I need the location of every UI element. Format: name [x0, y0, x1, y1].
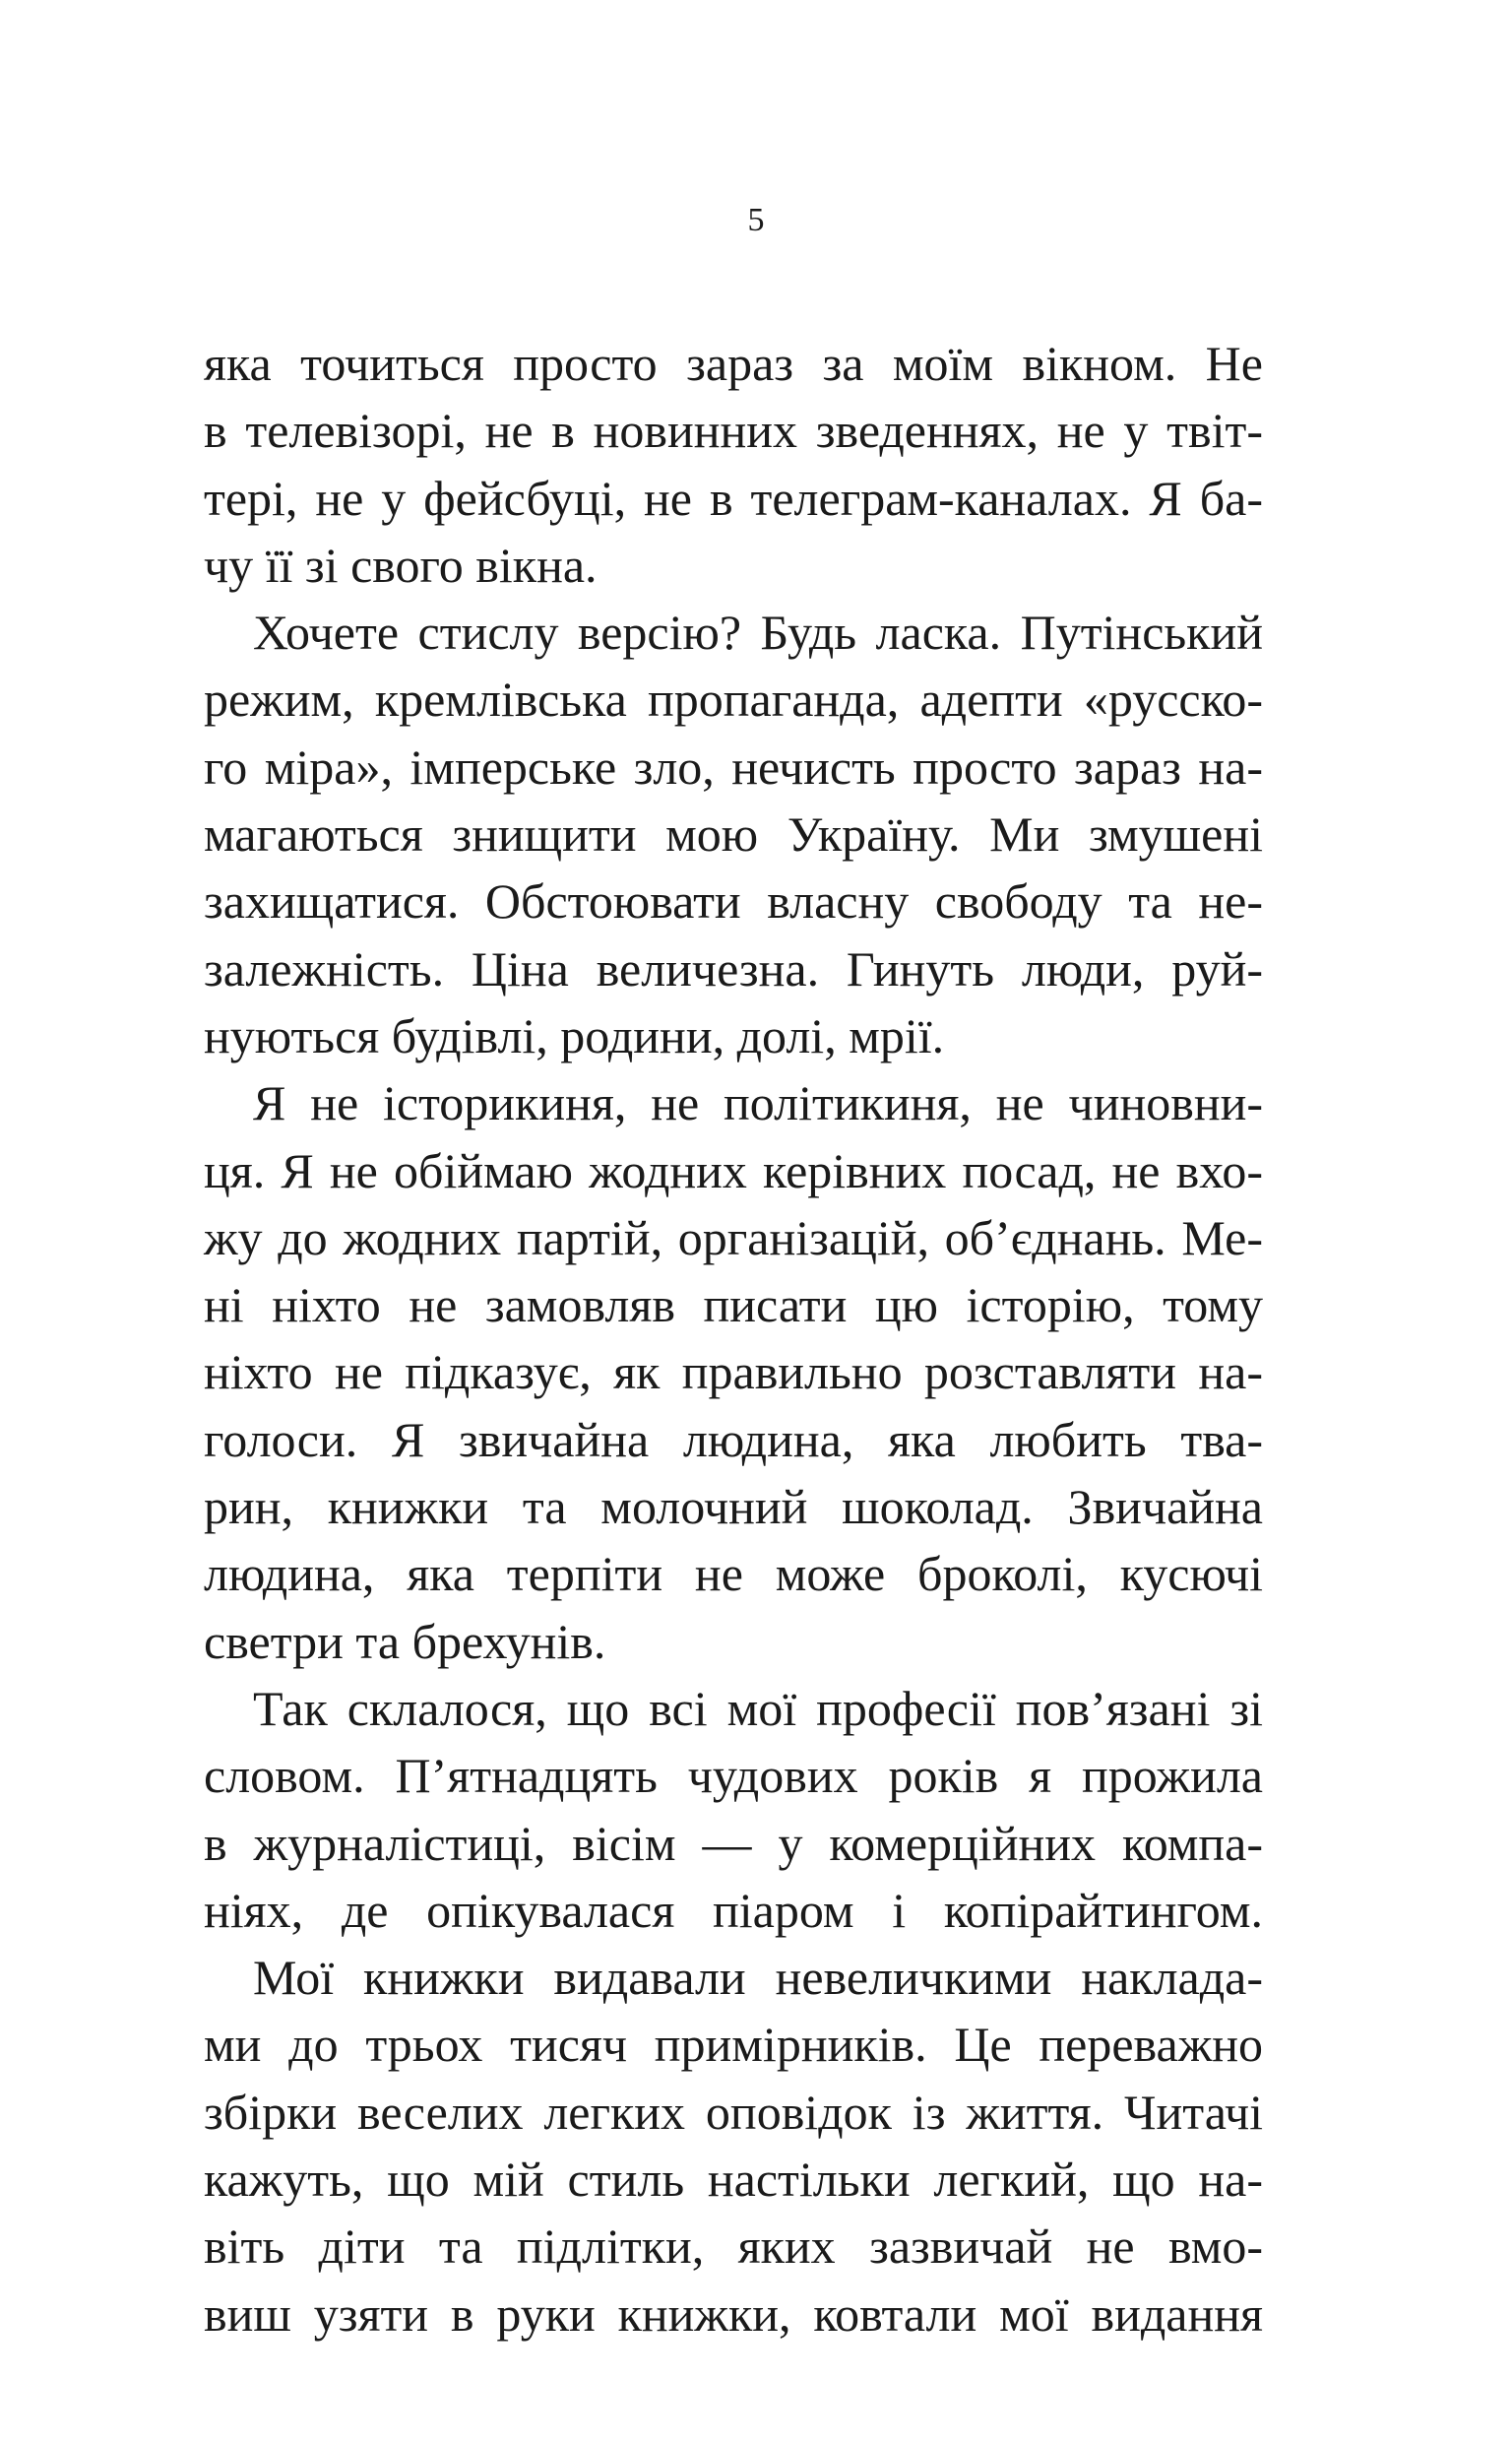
text-line: Хочете стислу версію? Будь ласка. Путінський — [253, 605, 1263, 661]
text-line: тері, не у фейсбуці, не в телеграм-каналах. Я ба- — [204, 470, 1263, 526]
text-line: голоси. Я звичайна людина, яка любить тва- — [204, 1411, 1263, 1467]
text-line: в телевізорі, не в новинних зведеннях, не у твіт- — [204, 403, 1263, 459]
paragraph — [204, 599, 1263, 1069]
text-line: збірки веселих легких оповідок із життя. Читачі — [204, 2084, 1263, 2140]
text-line: го міра», імперське зло, нечисть просто зараз на- — [204, 739, 1263, 795]
paragraph — [204, 330, 1263, 599]
text-line: Мої книжки видавали невеличкими наклада- — [253, 1950, 1263, 2006]
paragraph — [204, 1944, 1263, 2347]
text-line: жу до жодних партій, організацій, об’єднань. Ме- — [204, 1209, 1263, 1265]
text-line: магаються знищити мою Україну. Ми змушені — [204, 806, 1263, 863]
text-line: людина, яка терпіти не може броколі, кусючі — [204, 1546, 1263, 1602]
text-line: в журналістиці, вісім — у комерційних компа- — [204, 1815, 1263, 1871]
page-number: 5 — [747, 202, 765, 238]
text-line: кажуть, що мій стиль настільки легкий, що на- — [204, 2152, 1263, 2208]
text-line: Так склалося, що всі мої професії пов’язані зі — [253, 1680, 1263, 1736]
text-line: ніхто не підказує, як правильно розставляти на- — [204, 1344, 1263, 1400]
text-line: Я не історикиня, не політикиня, не чиновни- — [253, 1075, 1263, 1131]
text-line: ні ніхто не замовляв писати цю історію, тому — [204, 1277, 1263, 1333]
text-line: рин, книжки та молочний шоколад. Звичайна — [204, 1479, 1263, 1535]
text-line: захищатися. Обстоювати власну свободу та не- — [204, 873, 1263, 930]
text-line: режим, кремлівська пропаганда, адепти «русско- — [204, 672, 1263, 728]
paragraph — [204, 1675, 1263, 1944]
text-line: ми до трьох тисяч примірників. Це переважно — [204, 2017, 1263, 2073]
text-line: чу її зі свого вікна. — [204, 537, 598, 593]
text-line: нуються будівлі, родини, долі, мрії. — [204, 1007, 945, 1063]
text-line: ніях, де опікувалася піаром і копірайтингом. — [204, 1882, 1263, 1938]
text-line: віть діти та підлітки, яких зазвичай не вмо- — [204, 2218, 1263, 2275]
paragraph — [204, 1069, 1263, 1675]
body-text — [204, 330, 1263, 2347]
text-line: словом. П’ятнадцять чудових років я прожила — [204, 1748, 1263, 1804]
text-line: ця. Я не обіймаю жодних керівних посад, не вхо- — [204, 1142, 1263, 1198]
text-line: виш узяти в руки книжки, ковтали мої видання — [204, 2285, 1263, 2342]
text-line: светри та брехунів. — [204, 1613, 606, 1669]
text-line: залежність. Ціна величезна. Гинуть люди, руй- — [204, 940, 1263, 996]
text-line: яка точиться просто зараз за моїм вікном. Не — [204, 336, 1263, 391]
